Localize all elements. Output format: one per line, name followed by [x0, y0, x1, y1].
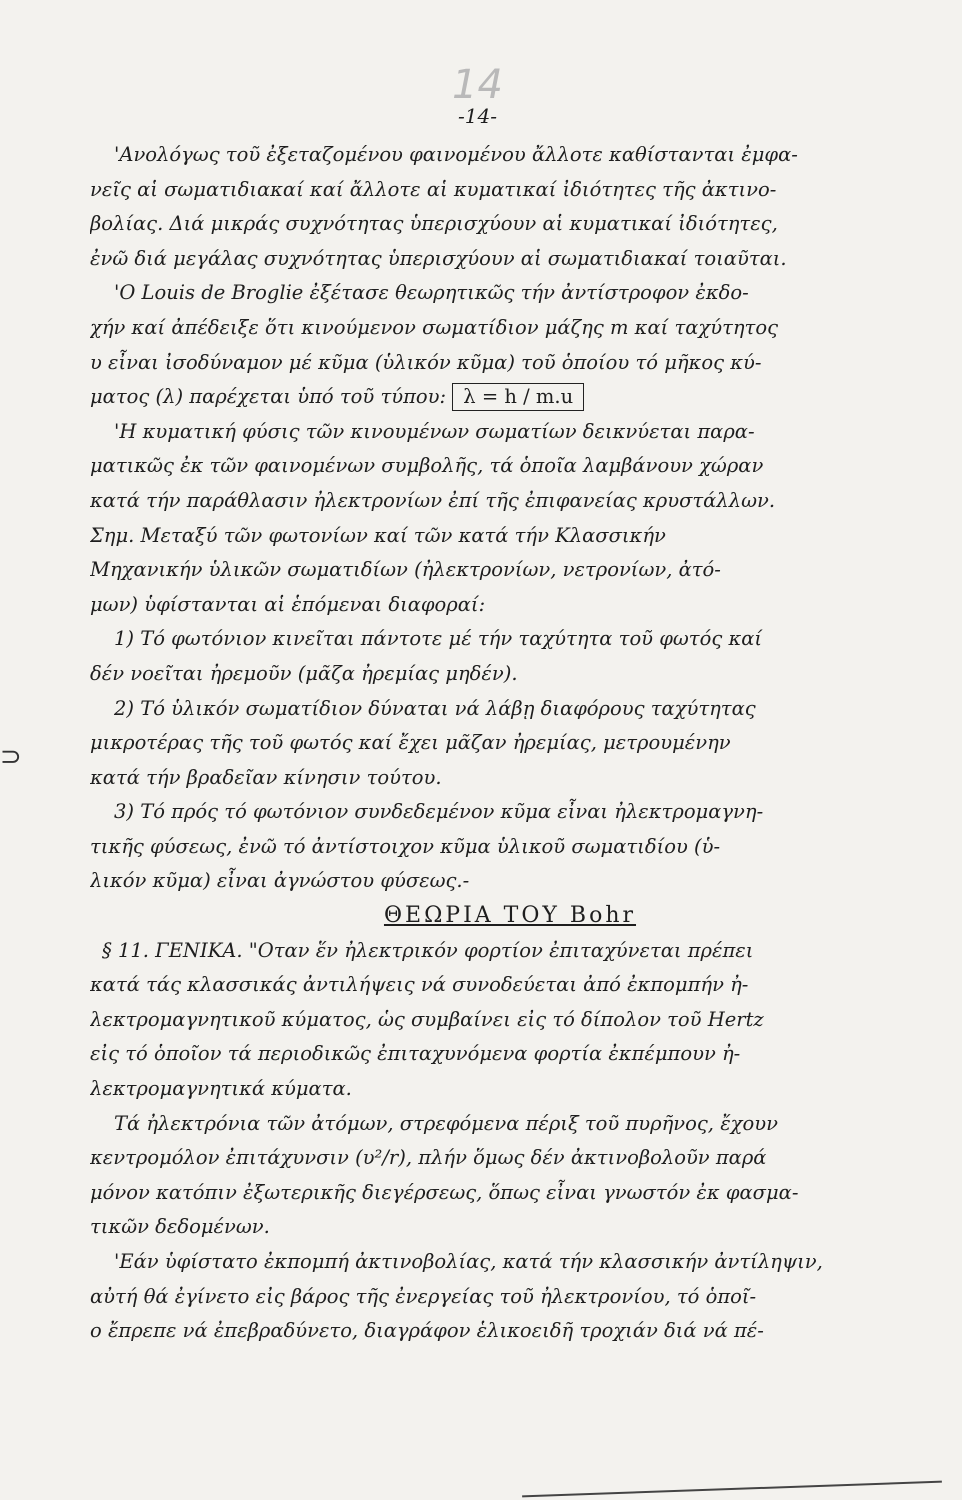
text-line	[90, 138, 930, 173]
text-line	[90, 276, 930, 311]
text-line	[90, 553, 930, 588]
page-number-pencil: 14	[452, 62, 503, 108]
text-line-content: Μηχανικήν ὑλικῶν σωματιδίων (ἠλεκτρονίων, νετρονίων, ἀτό-	[90, 558, 721, 582]
text-line-content: μόνον κατόπιν ἐξωτερικῆς διεγέρσεως, ὅπως εἶναι γνωστόν ἐκ φασμα-	[90, 1180, 799, 1204]
text-line-content: Τά ἠλεκτρόνια τῶν ἀτόμων, στρεφόμενα πέριξ τοῦ πυρῆνος, ἔχουν	[114, 1111, 778, 1135]
text-line	[90, 657, 930, 692]
text-line	[90, 1245, 930, 1280]
text-line	[90, 934, 930, 969]
text-line-content: 'Ανολόγως τοῦ ἐξεταζομένου φαινομένου ἄλλοτε καθίστανται ἐμφα-	[114, 143, 798, 166]
text-line-content: μων) ὑφίστανται αἱ ἑπόμεναι διαφοραί:	[90, 592, 486, 616]
text-line-content: μικροτέρας τῆς τοῦ φωτός καί ἔχει μᾶζαν ἠρεμίας, μετρουμένην	[90, 731, 731, 755]
section-heading	[90, 899, 930, 934]
text-line-content: ματος (λ) παρέχεται ὑπό τοῦ τύπου:	[90, 385, 447, 409]
de-broglie-formula: λ = h / m.u	[452, 383, 584, 411]
page-number: -14-	[458, 104, 497, 128]
text-line-content: 'Η κυματική φύσις τῶν κινουμένων σωματίων δεικνύεται παρα-	[114, 419, 755, 443]
text-line-content: λεκτρομαγνητικά κύματα.	[90, 1077, 352, 1101]
text-line	[90, 346, 930, 381]
text-line-content: ματικῶς ἐκ τῶν φαινομένων συμβολῆς, τά ὁποῖα λαμβάνουν χώραν	[90, 454, 764, 478]
text-line	[90, 726, 930, 761]
text-line-content: κατά τήν παράθλασιν ἠλεκτρονίων ἐπί τῆς ἐπιφανείας κρυστάλλων.	[90, 488, 776, 512]
text-line	[90, 795, 930, 830]
text-line	[90, 380, 930, 415]
text-line	[90, 1003, 930, 1038]
margin-arrow-icon: ⊃	[0, 742, 22, 772]
text-line	[90, 864, 930, 899]
text-line	[90, 692, 930, 727]
text-line	[90, 1280, 930, 1315]
text-line-content: ο ἔπρεπε νά ἐπεβραδύνετο, διαγράφον ἑλικοειδῆ τροχιάν διά νά πέ-	[90, 1319, 764, 1343]
text-line-content: αὐτή θά ἐγίνετο εἰς βάρος τῆς ἐνεργείας τοῦ ἠλεκτρονίου, τό ὁποῖ-	[90, 1284, 757, 1308]
text-line-content: κεντρομόλον ἐπιτάχυνσιν (υ²/r), πλήν ὅμως δέν ἀκτινοβολοῦν παρά	[90, 1146, 767, 1170]
text-line	[90, 207, 930, 242]
text-line-content: κατά τάς κλασσικάς ἀντιλήψεις νά συνοδεύεται ἀπό ἐκπομπήν ἠ-	[90, 973, 749, 997]
text-line-content: νεῖς αἱ σωματιδιακαί καί ἄλλοτε αἱ κυματικαί ἰδιότητες τῆς ἀκτινο-	[90, 177, 777, 201]
text-line-content: υ εἶναι ἰσοδύναμον μέ κῦμα (ὑλικόν κῦμα) τοῦ ὁποίου τό μῆκος κύ-	[90, 350, 762, 374]
handwritten-text-body	[90, 138, 930, 1349]
text-line	[90, 1210, 930, 1245]
text-line-content: δέν νοεῖται ἠρεμοῦν (μᾶζα ἠρεμίας μηδέν).	[90, 661, 518, 685]
text-line	[90, 242, 930, 277]
text-line-content: ἐνῶ διά μεγάλας συχνότητας ὑπερισχύουν αἱ σωματιδιακαί τοιαῦται.	[90, 246, 787, 270]
text-line	[90, 588, 930, 623]
text-line	[90, 761, 930, 796]
text-line	[90, 1314, 930, 1349]
text-line-content: 'Εάν ὑφίστατο ἐκπομπή ἀκτινοβολίας, κατά τήν κλασσικήν ἀντίληψιν,	[114, 1250, 823, 1273]
text-line	[90, 1072, 930, 1107]
text-line-content: χήν καί ἀπέδειξε ὅτι κινούμενον σωματίδιον μάζης m καί ταχύτητος	[90, 315, 779, 339]
text-line	[90, 449, 930, 484]
text-line-content: 2) Τό ὑλικόν σωματίδιον δύναται νά λάβῃ διαφόρους ταχύτητας	[114, 696, 756, 720]
text-line	[90, 415, 930, 450]
text-line-content: 'Ο Louis de Broglie ἐξέτασε θεωρητικῶς τήν ἀντίστροφον ἐκδο-	[114, 281, 749, 305]
text-line	[90, 1176, 930, 1211]
text-line	[90, 1141, 930, 1176]
text-line-content: κατά τήν βραδεῖαν κίνησιν τούτου.	[90, 765, 442, 789]
text-line	[90, 311, 930, 346]
text-line-content: ΘΕΩΡΙΑ ΤΟΥ Bohr	[383, 903, 637, 929]
text-line-content: § 11. ΓΕΝΙΚΑ. "Οταν ἕν ἠλεκτρικόν φορτίον ἐπιταχύνεται πρέπει	[102, 938, 754, 962]
text-line	[90, 968, 930, 1003]
text-line-content: λικόν κῦμα) εἶναι ἀγνώστου φύσεως.-	[90, 869, 470, 893]
text-line-content: Σημ. Μεταξύ τῶν φωτονίων καί τῶν κατά τήν Κλασσικήν	[90, 523, 666, 547]
text-line	[90, 830, 930, 865]
text-line	[90, 519, 930, 554]
text-line-content: τικῆς φύσεως, ἐνῶ τό ἀντίστοιχον κῦμα ὑλικοῦ σωματιδίου (ὑ-	[90, 834, 721, 858]
text-line-content: βολίας. Διά μικράς συχνότητας ὑπερισχύουν αἱ κυματικαί ἰδιότητες,	[90, 212, 778, 236]
text-line	[90, 1037, 930, 1072]
text-line-content: τικῶν δεδομένων.	[90, 1215, 270, 1239]
text-line-content: λεκτρομαγνητικοῦ κύματος, ὡς συμβαίνει εἰς τό δίπολον τοῦ Hertz	[90, 1007, 764, 1031]
text-line	[90, 173, 930, 208]
text-line-content: 1) Τό φωτόνιον κινεῖται πάντοτε μέ τήν ταχύτητα τοῦ φωτός καί	[114, 627, 763, 651]
text-line	[90, 1107, 930, 1142]
text-line-content: εἰς τό ὁποῖον τά περιοδικῶς ἐπιταχυνόμενα φορτία ἐκπέμπουν ἠ-	[90, 1042, 741, 1066]
page-edge-line	[522, 1481, 942, 1498]
text-line-content: 3) Τό πρός τό φωτόνιον συνδεδεμένον κῦμα εἶναι ἠλεκτρομαγνη-	[114, 800, 764, 824]
text-line	[90, 622, 930, 657]
text-line	[90, 484, 930, 519]
